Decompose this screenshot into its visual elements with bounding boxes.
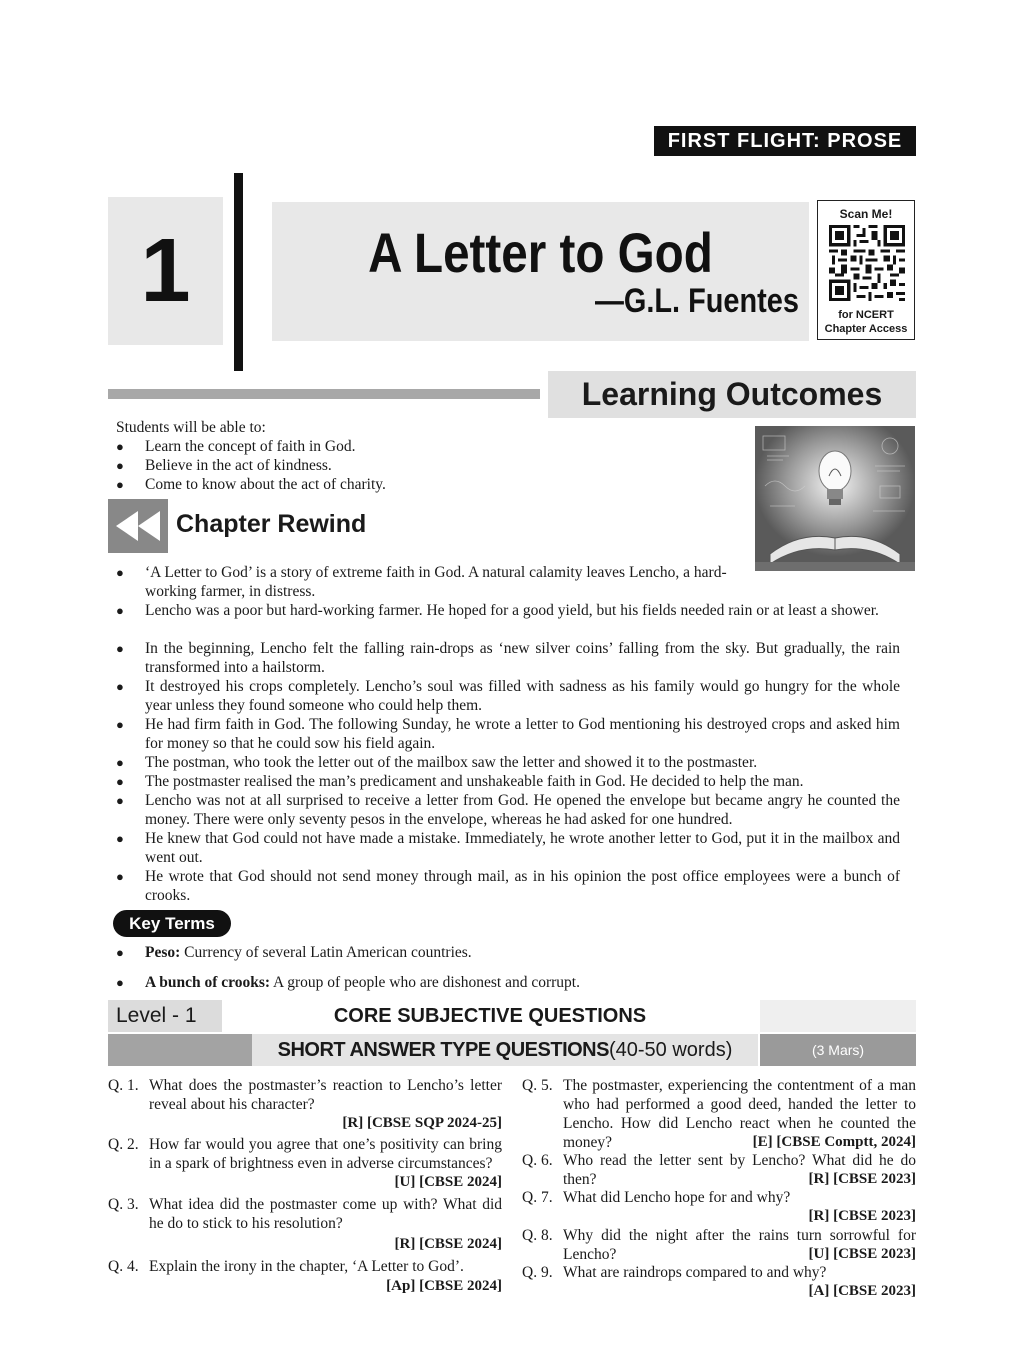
chapter-number: 1 (108, 197, 223, 345)
rewind-icon (108, 499, 168, 553)
core-questions-title: CORE SUBJECTIVE QUESTIONS (333, 1004, 647, 1027)
question-item: Q. 6. Who read the letter sent by Lencho? What did he do then? [R] [CBSE 2023] (522, 1152, 916, 1188)
level-header-filler (760, 1000, 916, 1032)
key-terms-heading: Key Terms (113, 910, 231, 937)
rewind-icon-box (108, 499, 168, 553)
short-answer-marks: (3 Mars) (760, 1034, 916, 1066)
lightbulb-book-image (755, 426, 915, 571)
question-item: Q. 2. How far would you agree that one’s positivity can bring in a spark of brightness even in adverse circumstances? [U] [CBSE 2024] (108, 1136, 502, 1190)
question-item: Q. 8. Why did the night after the rains turn sorrowful for Lencho? [U] [CBSE 2023] (522, 1227, 916, 1263)
short-answer-words: (40-50 words) (608, 1038, 733, 1061)
question-item: Q. 7. What did Lencho hope for and why? [R] [CBSE 2023] (522, 1189, 916, 1224)
question-tag: [R] [CBSE 2023] (808, 1171, 916, 1187)
chapter-author: —G.L. Fuentes (595, 282, 799, 320)
question-tag: [R] [CBSE 2023] (808, 1208, 916, 1224)
qr-bottom-text (818, 308, 914, 336)
question-tag: [A] [CBSE 2023] (808, 1283, 916, 1299)
question-item: Q. 3. What idea did the postmaster come up with? What did he do to stick to his resolution? [R] [CBSE 2024] (108, 1196, 502, 1252)
qr-code-box[interactable] (817, 200, 915, 340)
chapter-title-box (272, 202, 809, 341)
qr-bottom-line1: for NCERT (838, 309, 894, 321)
question-item: Q. 5. The postmaster, experiencing the contentment of a man who had performed a good deed, handed the letter to Lencho. How did Lencho react when he counted the money? [E] [CBSE Comptt, 2024] (522, 1077, 916, 1151)
question-tag: [Ap] [CBSE 2024] (386, 1278, 502, 1294)
key-term-def: A group of people who are dishonest and corrupt. (270, 974, 580, 991)
qr-code-icon (829, 225, 905, 301)
short-answer-bar-left (108, 1034, 252, 1066)
learning-outcomes-heading: Learning Outcomes (548, 371, 916, 418)
question-tag: [R] [CBSE SQP 2024-25] (342, 1115, 502, 1131)
section-label: FIRST FLIGHT: PROSE (654, 126, 916, 156)
question-item: Q. 1. What does the postmaster’s reaction to Lencho’s letter reveal about his character? [R] [CBSE SQP 2024-25] (108, 1077, 502, 1131)
short-answer-heading (252, 1034, 758, 1066)
key-term-def: Currency of several Latin American countries. (180, 944, 472, 961)
question-tag: [R] [CBSE 2024] (394, 1236, 502, 1252)
question-item: Q. 9. What are raindrops compared to and why? [A] [CBSE 2023] (522, 1264, 916, 1299)
learning-outcomes-bar (108, 389, 540, 399)
qr-top-text: Scan Me! (839, 207, 893, 221)
key-term: A bunch of crooks: (145, 974, 271, 991)
chapter-title: A Letter to God (368, 221, 713, 284)
question-item: Q. 4. Explain the irony in the chapter, ‘A Letter to God’. [Ap] [CBSE 2024] (108, 1258, 502, 1294)
question-tag: [U] [CBSE 2024] (394, 1174, 502, 1190)
learning-outcomes-intro: Students will be able to: (116, 419, 266, 436)
short-answer-title: SHORT ANSWER TYPE QUESTIONS (277, 1038, 609, 1061)
question-tag: [U] [CBSE 2023] (808, 1246, 916, 1262)
level-label: Level - 1 (108, 1000, 222, 1032)
chapter-rewind-heading: Chapter Rewind (176, 510, 367, 538)
qr-bottom-line2: Chapter Access (824, 323, 908, 335)
divider-bar (234, 173, 243, 371)
question-tag: [E] [CBSE Comptt, 2024] (752, 1134, 916, 1150)
key-term: Peso: (145, 944, 181, 961)
